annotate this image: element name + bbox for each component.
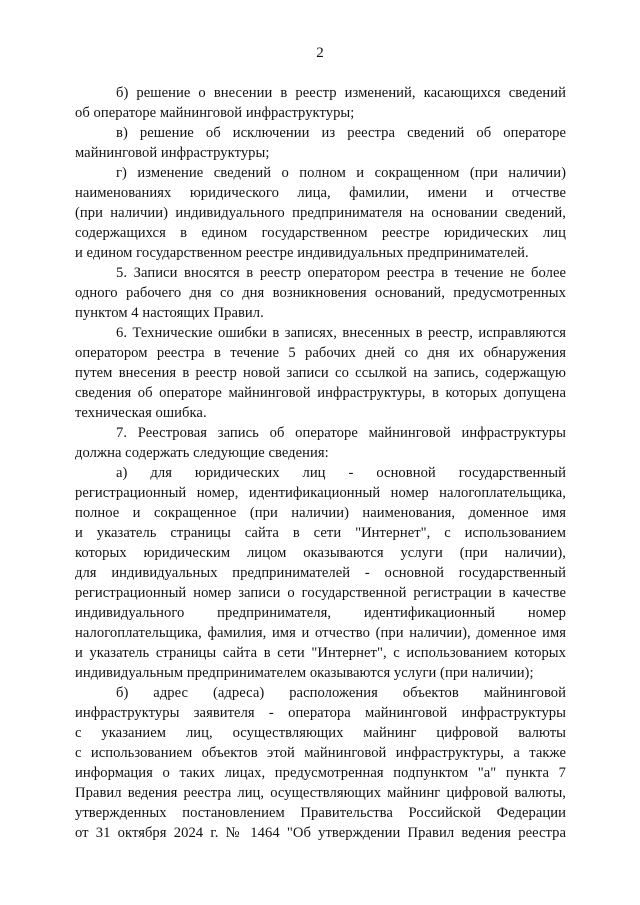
- text-line: 7. Реестровая запись об операторе майнинговой инфраструктуры: [116, 425, 566, 441]
- text-line: от 31 октября 2024 г. № 1464 "Об утверждении Правил ведения реестра: [75, 825, 566, 841]
- text-line: путем внесения в реестр новой записи со ссылкой на запись, содержащую: [75, 365, 566, 381]
- text-line: индивидуального предпринимателя, идентификационный номер: [75, 605, 566, 621]
- text-line: должна содержать следующие сведения:: [75, 445, 329, 461]
- text-line: которых юридическим лицом оказываются услуги (при наличии),: [75, 545, 566, 561]
- text-line: налогоплательщика, фамилия, имя и отчество (при наличии), доменное имя: [75, 625, 566, 641]
- text-line: об операторе майнинговой инфраструктуры;: [75, 105, 355, 121]
- text-line: техническая ошибка.: [75, 405, 207, 421]
- text-line: (при наличии) индивидуального предпринимателя на основании сведений,: [75, 205, 566, 221]
- text-line: пунктом 4 настоящих Правил.: [75, 305, 264, 321]
- text-line: 5. Записи вносятся в реестр оператором реестра в течение не более: [116, 265, 566, 281]
- text-line: регистрационный номер записи о государственной регистрации в качестве: [75, 585, 566, 601]
- text-line: б) адрес (адреса) расположения объектов майнинговой: [116, 685, 566, 701]
- text-line: наименованиях юридического лица, фамилии, имени и отчестве: [75, 185, 566, 201]
- text-line: с указанием лиц, осуществляющих майнинг цифровой валюты: [75, 725, 566, 741]
- text-line: полное и сокращенное (при наличии) наименования, доменное имя: [75, 505, 566, 521]
- text-line: б) решение о внесении в реестр изменений, касающихся сведений: [116, 85, 566, 101]
- text-line: инфраструктуры заявителя - оператора майнинговой инфраструктуры: [75, 705, 566, 721]
- text-line: Правил ведения реестра лиц, осуществляющих майнинг цифровой валюты,: [75, 785, 566, 801]
- page-number: 2: [316, 45, 324, 61]
- text-line: с использованием объектов этой майнинговой инфраструктуры, а также: [75, 745, 566, 761]
- text-line: и указатель страницы сайта в сети "Интернет", с использованием которых: [75, 645, 566, 661]
- text-line: и едином государственном реестре индивидуальных предпринимателей.: [75, 245, 529, 261]
- text-line: информация о таких лицах, предусмотренная подпунктом "а" пункта 7: [75, 765, 566, 781]
- text-line: содержащихся в едином государственном реестре юридических лиц: [75, 225, 566, 241]
- text-line: регистрационный номер, идентификационный номер налогоплательщика,: [75, 485, 566, 501]
- text-line: 6. Технические ошибки в записях, внесенных в реестр, исправляются: [116, 325, 566, 341]
- text-line: а) для юридических лиц - основной государственный: [116, 465, 566, 481]
- text-line: утвержденных постановлением Правительства Российской Федерации: [75, 805, 566, 821]
- text-line: индивидуальным предпринимателем оказываются услуги (при наличии);: [75, 665, 534, 681]
- text-line: для индивидуальных предпринимателей - основной государственный: [75, 565, 566, 581]
- text-line: майнинговой инфраструктуры;: [75, 145, 270, 161]
- text-line: сведения об операторе майнинговой инфраструктуры, в которых допущена: [75, 385, 566, 401]
- text-line: в) решение об исключении из реестра сведений об операторе: [116, 125, 566, 141]
- text-line: и указатель страницы сайта в сети "Интернет", с использованием: [75, 525, 566, 541]
- text-line: оператором реестра в течение 5 рабочих дней со дня их обнаружения: [75, 345, 566, 361]
- text-line: г) изменение сведений о полном и сокращенном (при наличии): [116, 165, 566, 181]
- text-line: одного рабочего дня со дня возникновения оснований, предусмотренных: [75, 285, 566, 301]
